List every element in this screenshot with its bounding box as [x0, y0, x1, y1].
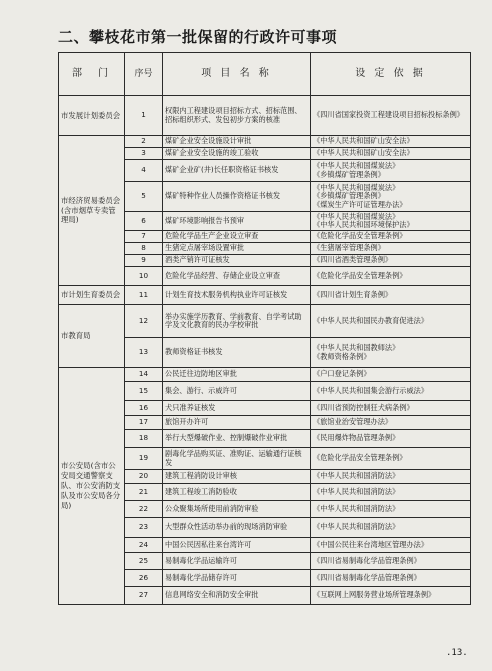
no-cell: 22	[125, 501, 163, 518]
no-cell: 25	[125, 553, 163, 570]
basis-cell: 《户口登记条例》	[311, 368, 471, 382]
page-heading: 二、攀枝花市第一批保留的行政许可事项	[58, 28, 338, 46]
basis-cell: 《生猪屠宰管理条例》	[311, 243, 471, 255]
no-cell: 12	[125, 305, 163, 338]
header-dept: 部 门	[59, 53, 125, 96]
item-cell: 酒类产销许可证核发	[163, 255, 311, 267]
basis-cell: 《中华人民共和国煤炭法》 《乡镇煤矿管理条例》 《煤炭生产许可证管理办法》	[311, 182, 471, 212]
item-cell: 煤矿企业矿(井)长任职资格证书核发	[163, 160, 311, 182]
basis-cell: 《中华人民共和国煤炭法》 《中华人民共和国环境保护法》	[311, 212, 471, 231]
item-cell: 举办实施学历教育、学前教育、自学考试助学及文化教育的民办学校审批	[163, 305, 311, 338]
basis-cell: 《中华人民共和国煤炭法》 《乡镇煤矿管理条例》	[311, 160, 471, 182]
no-cell: 3	[125, 148, 163, 160]
no-cell: 9	[125, 255, 163, 267]
department-cell: 市教育局	[59, 305, 125, 368]
item-cell: 煤矿特种作业人员操作资格证书核发	[163, 182, 311, 212]
no-cell: 20	[125, 470, 163, 484]
table-row	[59, 286, 471, 305]
item-cell: 旅馆开办许可	[163, 416, 311, 430]
item-cell: 举行大型爆破作业、控制爆破作业审批	[163, 430, 311, 448]
item-cell: 犬只准养证核发	[163, 401, 311, 416]
basis-cell: 《民用爆炸物品管理条例》	[311, 430, 471, 448]
page-number: .13.	[446, 648, 468, 658]
no-cell: 17	[125, 416, 163, 430]
basis-cell: 《中华人民共和国矿山安全法》	[311, 148, 471, 160]
license-table	[58, 52, 471, 605]
department-cell: 市经济贸易委员会(含市烟草专卖管理局)	[59, 136, 125, 286]
item-cell: 易制毒化学品储存许可	[163, 570, 311, 587]
basis-cell: 《四川省易制毒化学品管理条例》	[311, 553, 471, 570]
table-row	[59, 136, 471, 148]
basis-cell: 《中华人民共和国教师法》 《教师资格条例》	[311, 338, 471, 368]
no-cell: 1	[125, 96, 163, 136]
department-cell: 市发展计划委员会	[59, 96, 125, 136]
item-cell: 煤矿企业安全设施设计审批	[163, 136, 311, 148]
basis-cell: 《四川省酒类管理条例》	[311, 255, 471, 267]
basis-cell: 《危险化学品安全管理条例》	[311, 448, 471, 470]
basis-cell: 《旅馆业治安管理办法》	[311, 416, 471, 430]
basis-cell: 《四川省易制毒化学品管理条例》	[311, 570, 471, 587]
item-cell: 生猪定点屠宰场设置审批	[163, 243, 311, 255]
header-basis: 设 定 依 据	[311, 53, 471, 96]
header-no: 序号	[125, 53, 163, 96]
department-cell: 市公安局(含市公安局交通警察支队、市公安消防支队及市公安局各分局)	[59, 368, 125, 605]
no-cell: 23	[125, 518, 163, 538]
item-cell: 公众聚集场所使用前消防审验	[163, 501, 311, 518]
header-item: 项 目 名 称	[163, 53, 311, 96]
no-cell: 4	[125, 160, 163, 182]
item-cell: 公民迁往边防地区审批	[163, 368, 311, 382]
basis-cell: 《四川省国家投资工程建设项目招标投标条例》	[311, 96, 471, 136]
no-cell: 24	[125, 538, 163, 553]
item-cell: 信息网络安全和消防安全审批	[163, 587, 311, 605]
item-cell: 教师资格证书核发	[163, 338, 311, 368]
basis-cell: 《危险化学品安全管理条例》	[311, 231, 471, 243]
no-cell: 2	[125, 136, 163, 148]
basis-cell: 《中华人民共和国民办教育促进法》	[311, 305, 471, 338]
basis-cell: 《中国公民往来台湾地区管理办法》	[311, 538, 471, 553]
item-cell: 建筑工程消防设计审核	[163, 470, 311, 484]
no-cell: 13	[125, 338, 163, 368]
basis-cell: 《中华人民共和国矿山安全法》	[311, 136, 471, 148]
item-cell: 大型群众性活动举办前的现场消防审验	[163, 518, 311, 538]
no-cell: 8	[125, 243, 163, 255]
basis-cell: 《四川省预防控制狂犬病条例》	[311, 401, 471, 416]
no-cell: 6	[125, 212, 163, 231]
no-cell: 10	[125, 267, 163, 286]
item-cell: 中国公民因私往来台湾许可	[163, 538, 311, 553]
department-cell: 市计划生育委员会	[59, 286, 125, 305]
no-cell: 7	[125, 231, 163, 243]
table-row	[59, 96, 471, 136]
item-cell: 计划生育技术服务机构执业许可证核发	[163, 286, 311, 305]
table-row	[59, 368, 471, 382]
item-cell: 易制毒化学品运输许可	[163, 553, 311, 570]
no-cell: 18	[125, 430, 163, 448]
basis-cell: 《中华人民共和国集会游行示威法》	[311, 382, 471, 401]
item-cell: 煤矿企业安全设施的竣工验收	[163, 148, 311, 160]
basis-cell: 《中华人民共和国消防法》	[311, 484, 471, 501]
basis-cell: 《中华人民共和国消防法》	[311, 501, 471, 518]
no-cell: 19	[125, 448, 163, 470]
item-cell: 危险化学品经营、存储企业设立审查	[163, 267, 311, 286]
table-header-row	[59, 53, 471, 96]
table-body	[59, 96, 471, 605]
no-cell: 26	[125, 570, 163, 587]
no-cell: 14	[125, 368, 163, 382]
basis-cell: 《中华人民共和国消防法》	[311, 518, 471, 538]
basis-cell: 《危险化学品安全管理条例》	[311, 267, 471, 286]
table-row	[59, 305, 471, 338]
item-cell: 危险化学品生产企业设立审查	[163, 231, 311, 243]
item-cell: 建筑工程竣工消防验收	[163, 484, 311, 501]
item-cell: 剧毒化学品购买证、准购证、运输通行证核发	[163, 448, 311, 470]
no-cell: 21	[125, 484, 163, 501]
basis-cell: 《中华人民共和国消防法》	[311, 470, 471, 484]
item-cell: 集会、游行、示威许可	[163, 382, 311, 401]
basis-cell: 《互联网上网服务营业场所管理条例》	[311, 587, 471, 605]
item-cell: 煤矿环境影响报告书预审	[163, 212, 311, 231]
item-cell: 权限内工程建设项目招标方式、招标范围、招标组织形式、发包初步方案的核准	[163, 96, 311, 136]
no-cell: 15	[125, 382, 163, 401]
no-cell: 11	[125, 286, 163, 305]
no-cell: 5	[125, 182, 163, 212]
basis-cell: 《四川省计划生育条例》	[311, 286, 471, 305]
no-cell: 16	[125, 401, 163, 416]
no-cell: 27	[125, 587, 163, 605]
